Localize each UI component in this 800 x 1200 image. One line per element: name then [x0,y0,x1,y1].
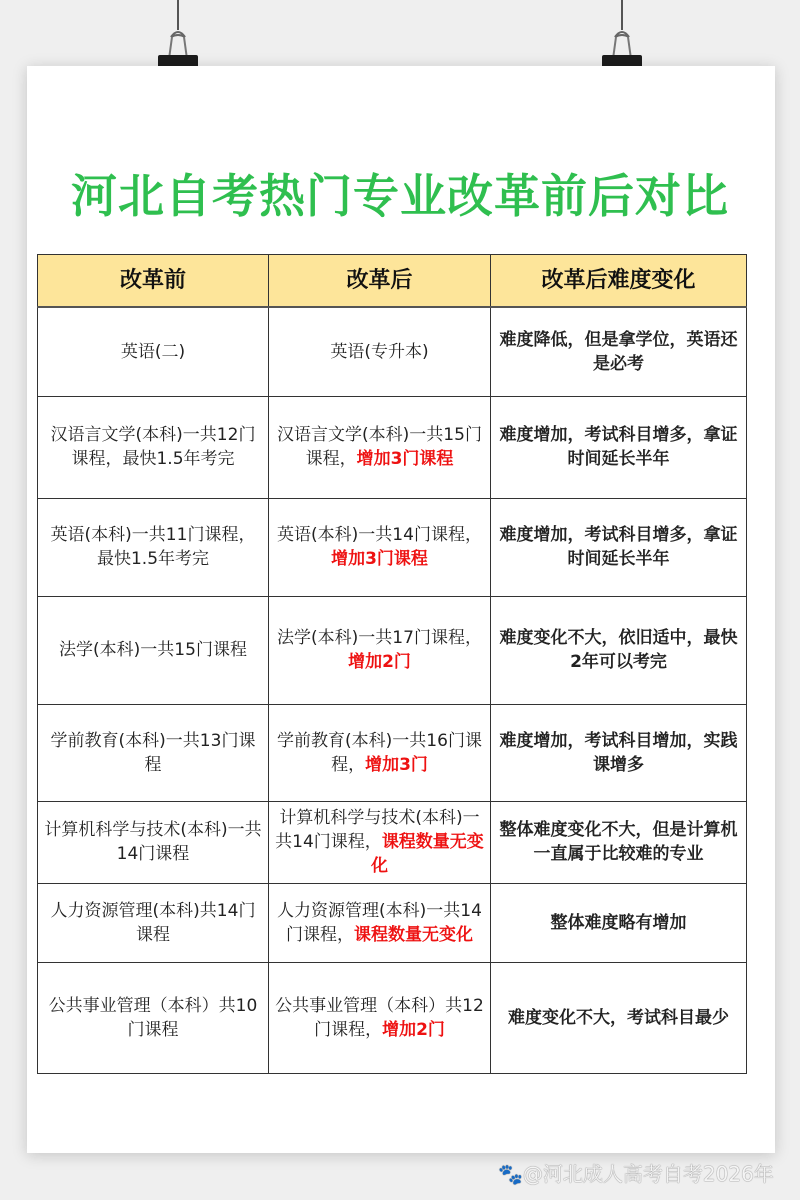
header-before: 改革前 [38,255,269,308]
cell-before: 学前教育(本科)一共13门课程 [38,704,269,801]
table-row [38,396,747,498]
header-difficulty: 改革后难度变化 [491,255,747,308]
cell-difficulty: 难度变化不大，考试科目最少 [491,962,747,1073]
table-row [38,498,747,596]
cell-after: 计算机科学与技术(本科)一共14门课程，课程数量无变化 [269,801,491,883]
cell-difficulty: 难度增加，考试科目增加，实践课增多 [491,704,747,801]
comparison-table [37,254,747,1074]
cell-difficulty: 难度变化不大，依旧适中，最快2年可以考完 [491,596,747,704]
cell-after: 法学(本科)一共17门课程，增加2门 [269,596,491,704]
cell-before: 计算机科学与技术(本科)一共14门课程 [38,801,269,883]
cell-after: 汉语言文学(本科)一共15门课程，增加3门课程 [269,396,491,498]
cell-difficulty: 难度降低，但是拿学位，英语还是必考 [491,307,747,396]
cell-before: 公共事业管理（本科）共10门课程 [38,962,269,1073]
cell-before: 英语(本科)一共11门课程，最快1.5年考完 [38,498,269,596]
cell-before: 英语(二) [38,307,269,396]
cell-difficulty: 整体难度略有增加 [491,883,747,962]
cell-before: 汉语言文学(本科)一共12门课程，最快1.5年考完 [38,396,269,498]
cell-after: 英语(本科)一共14门课程，增加3门课程 [269,498,491,596]
paw-logo-icon: 🐾 [498,1162,523,1186]
table-row [38,801,747,883]
cell-after: 学前教育(本科)一共16门课程，增加3门 [269,704,491,801]
table-row [38,596,747,704]
page-title: 河北自考热门专业改革前后对比 [71,169,729,223]
cell-before: 法学(本科)一共15门课程 [38,596,269,704]
table-header-row [38,255,747,308]
cell-after: 英语(专升本) [269,307,491,396]
cell-difficulty: 难度增加，考试科目增多，拿证时间延长半年 [491,498,747,596]
cell-difficulty: 难度增加，考试科目增多，拿证时间延长半年 [491,396,747,498]
cell-after: 人力资源管理(本科)一共14门课程，课程数量无变化 [269,883,491,962]
cell-before: 人力资源管理(本科)共14门课程 [38,883,269,962]
watermark-text: @河北成人高考自考2026年 [522,1162,774,1186]
cell-difficulty: 整体难度变化不大，但是计算机一直属于比较难的专业 [491,801,747,883]
table-row [38,962,747,1073]
table-row [38,704,747,801]
header-after: 改革后 [269,255,491,308]
cell-after: 公共事业管理（本科）共12门课程，增加2门 [269,962,491,1073]
table-row [38,307,747,396]
table-row [38,883,747,962]
watermark [498,1158,774,1187]
